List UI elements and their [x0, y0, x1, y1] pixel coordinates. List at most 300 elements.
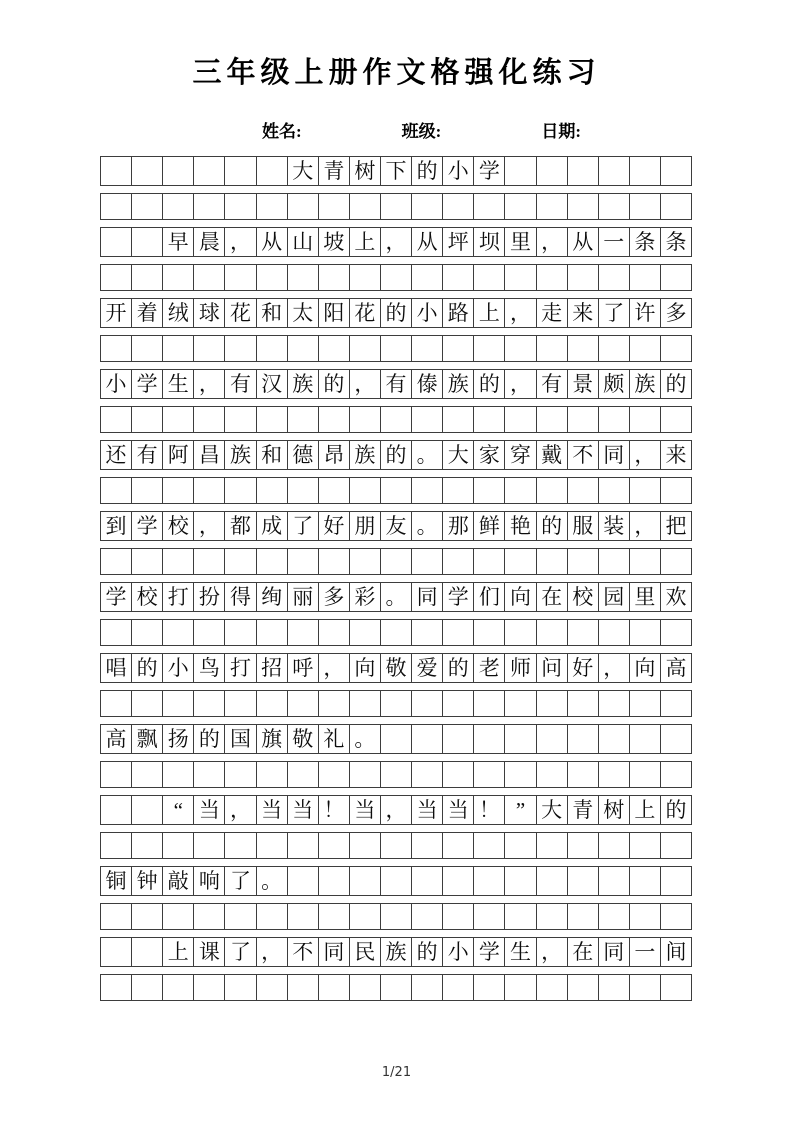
- grid-cell: 同: [599, 938, 630, 966]
- grid-cell: [474, 336, 505, 361]
- grid-cell: [163, 620, 194, 645]
- grid-cell: [350, 478, 381, 503]
- grid-cell: [319, 407, 350, 432]
- grid-cell: [350, 904, 381, 929]
- grid-cell: [132, 336, 163, 361]
- grid-cell: [630, 478, 661, 503]
- grid-cell: 绚: [257, 583, 288, 611]
- grid-cell: 族: [443, 370, 474, 398]
- grid-cell: [381, 867, 412, 895]
- grid-cell: 成: [257, 512, 288, 540]
- grid-cell: 傣: [412, 370, 443, 398]
- grid-cell: [505, 157, 536, 185]
- grid-cell: 旗: [257, 725, 288, 753]
- grid-cell: [412, 904, 443, 929]
- grid-cell: [101, 620, 132, 645]
- grid-blank-row: [100, 264, 692, 291]
- grid-cell: [505, 336, 536, 361]
- grid-cell: 上: [630, 796, 661, 824]
- grid-cell: [474, 867, 505, 895]
- grid-text-row: [100, 369, 692, 399]
- class-label: 班级:: [401, 122, 442, 141]
- grid-cell: [132, 549, 163, 574]
- grid-cell: 问: [537, 654, 568, 682]
- grid-cell: [101, 265, 132, 290]
- grid-cell: [568, 867, 599, 895]
- grid-cell: 绒: [163, 299, 194, 327]
- grid-cell: [381, 691, 412, 716]
- grid-cell: 当: [257, 796, 288, 824]
- grid-cell: 。: [257, 867, 288, 895]
- grid-cell: 小: [412, 299, 443, 327]
- grid-cell: [132, 194, 163, 219]
- grid-cell: 戴: [537, 441, 568, 469]
- grid-cell: [599, 336, 630, 361]
- grid-cell: [537, 478, 568, 503]
- grid-cell: 景: [568, 370, 599, 398]
- grid-cell: ，: [599, 654, 630, 682]
- grid-cell: 学: [132, 370, 163, 398]
- grid-cell: 花: [225, 299, 256, 327]
- grid-cell: [101, 796, 132, 824]
- grid-blank-row: [100, 832, 692, 859]
- grid-cell: [505, 833, 536, 858]
- grid-cell: [257, 549, 288, 574]
- grid-cell: [505, 725, 536, 753]
- grid-cell: [505, 904, 536, 929]
- grid-cell: [319, 904, 350, 929]
- grid-cell: 敲: [163, 867, 194, 895]
- grid-cell: [163, 407, 194, 432]
- grid-cell: [132, 938, 163, 966]
- grid-cell: 来: [665, 442, 687, 467]
- grid-cell: [225, 549, 256, 574]
- grid-cell: 都: [225, 512, 256, 540]
- grid-cell: [319, 691, 350, 716]
- grid-cell: [537, 833, 568, 858]
- grid-cell: [319, 975, 350, 1000]
- grid-cell: 。: [412, 512, 443, 540]
- grid-cell: [163, 549, 194, 574]
- grid-cell: 当: [412, 796, 443, 824]
- grid-cell: 族: [350, 441, 381, 469]
- grid-cell: [381, 265, 412, 290]
- grid-cell: 球: [194, 299, 225, 327]
- grid-cell: [225, 620, 256, 645]
- grid-blank-row: [100, 193, 692, 220]
- grid-cell: [599, 194, 630, 219]
- grid-cell: [163, 975, 194, 1000]
- grid-cell: 国: [225, 725, 256, 753]
- grid-cell: 把: [665, 513, 687, 538]
- grid-cell: [505, 762, 536, 787]
- grid-cell: [474, 762, 505, 787]
- grid-cell: ，: [257, 938, 288, 966]
- grid-cell: [568, 265, 599, 290]
- grid-cell: [505, 194, 536, 219]
- grid-cell: 开: [101, 299, 132, 327]
- grid-cell: 呼: [288, 654, 319, 682]
- grid-cell: 来: [568, 299, 599, 327]
- grid-cell: ，: [225, 228, 256, 256]
- grid-cell: 间: [665, 939, 687, 964]
- grid-cell: [568, 904, 599, 929]
- grid-cell: 鸟: [194, 654, 225, 682]
- grid-cell: 不: [288, 938, 319, 966]
- grid-cell: 的: [132, 654, 163, 682]
- grid-cell: [381, 725, 412, 753]
- grid-cell: 同: [412, 583, 443, 611]
- grid-cell: 向: [350, 654, 381, 682]
- grid-cell: [661, 549, 691, 574]
- grid-cell: ，: [537, 228, 568, 256]
- grid-cell: 了: [288, 512, 319, 540]
- grid-cell: 的: [412, 938, 443, 966]
- grid-cell: [537, 265, 568, 290]
- grid-cell: ，: [194, 512, 225, 540]
- grid-cell: [194, 762, 225, 787]
- grid-cell: 着: [132, 299, 163, 327]
- grid-cell: [599, 407, 630, 432]
- grid-cell: [537, 407, 568, 432]
- grid-cell: 校: [163, 512, 194, 540]
- grid-cell: [319, 620, 350, 645]
- grid-cell: 小: [443, 938, 474, 966]
- grid-cell: [630, 691, 661, 716]
- grid-cell: 山: [288, 228, 319, 256]
- grid-cell: 装: [599, 512, 630, 540]
- grid-cell: 了: [225, 938, 256, 966]
- grid-cell: 和: [257, 441, 288, 469]
- grid-cell: ，: [194, 370, 225, 398]
- grid-cell: 好: [568, 654, 599, 682]
- grid-cell: [288, 265, 319, 290]
- grid-cell: [101, 549, 132, 574]
- grid-cell: [661, 975, 691, 1000]
- grid-cell: [568, 833, 599, 858]
- grid-cell: 昂: [319, 441, 350, 469]
- grid-cell: 了: [225, 867, 256, 895]
- grid-cell: [319, 549, 350, 574]
- grid-cell: [630, 265, 661, 290]
- grid-cell: ，: [505, 299, 536, 327]
- grid-cell: 唱: [101, 654, 132, 682]
- grid-cell: 了: [599, 299, 630, 327]
- grid-cell: [132, 762, 163, 787]
- grid-cell: [225, 691, 256, 716]
- grid-cell: [288, 549, 319, 574]
- grid-cell: 有: [225, 370, 256, 398]
- grid-cell: [101, 336, 132, 361]
- grid-cell: [443, 620, 474, 645]
- grid-cell: 族: [288, 370, 319, 398]
- grid-cell: [194, 336, 225, 361]
- grid-cell: ！: [319, 796, 350, 824]
- grid-cell: 飘: [132, 725, 163, 753]
- grid-cell: ”: [505, 796, 536, 824]
- grid-cell: [443, 867, 474, 895]
- grid-cell: [163, 336, 194, 361]
- grid-cell: [630, 549, 661, 574]
- name-label: 姓名:: [262, 122, 302, 141]
- grid-cell: 同: [319, 938, 350, 966]
- grid-cell: 的: [194, 725, 225, 753]
- grid-cell: [630, 904, 661, 929]
- grid-cell: [101, 228, 132, 256]
- grid-cell: 路: [443, 299, 474, 327]
- grid-cell: [661, 904, 691, 929]
- grid-cell: [568, 336, 599, 361]
- grid-cell: [381, 762, 412, 787]
- grid-cell: “: [163, 796, 194, 824]
- grid-cell: [443, 691, 474, 716]
- grid-cell: [412, 336, 443, 361]
- grid-cell: [599, 265, 630, 290]
- grid-cell: 族: [630, 370, 661, 398]
- page-number: 1/21: [381, 1065, 412, 1080]
- grid-cell: 不: [568, 441, 599, 469]
- grid-cell: [288, 975, 319, 1000]
- grid-cell: [257, 407, 288, 432]
- grid-cell: 早: [163, 228, 194, 256]
- grid-text-row: [100, 653, 692, 683]
- grid-cell: 从: [257, 228, 288, 256]
- grid-cell: [474, 620, 505, 645]
- grid-cell: [537, 691, 568, 716]
- grid-cell: [288, 691, 319, 716]
- grid-cell: 族: [381, 938, 412, 966]
- grid-cell: [568, 762, 599, 787]
- grid-text-row: [100, 440, 692, 470]
- grid-cell: [599, 833, 630, 858]
- grid-cell: 坡: [319, 228, 350, 256]
- grid-cell: [537, 762, 568, 787]
- grid-cell: [350, 265, 381, 290]
- grid-cell: [257, 691, 288, 716]
- grid-cell: 穿: [505, 441, 536, 469]
- grid-cell: 打: [163, 583, 194, 611]
- grid-cell: 礼: [319, 725, 350, 753]
- grid-cell: ！: [474, 796, 505, 824]
- grid-cell: 向: [630, 654, 661, 682]
- grid-cell: 的: [381, 441, 412, 469]
- grid-cell: 的: [665, 797, 687, 822]
- grid-cell: [350, 407, 381, 432]
- grid-text-row: [100, 724, 692, 754]
- grid-cell: ，: [350, 370, 381, 398]
- grid-cell: [257, 833, 288, 858]
- grid-cell: 同: [599, 441, 630, 469]
- grid-cell: ，: [381, 796, 412, 824]
- grid-cell: 还: [101, 441, 132, 469]
- grid-cell: [225, 407, 256, 432]
- grid-cell: 的: [665, 371, 687, 396]
- grid-cell: 扬: [163, 725, 194, 753]
- grid-cell: [661, 336, 691, 361]
- grid-cell: 扮: [194, 583, 225, 611]
- grid-cell: 的: [412, 157, 443, 185]
- grid-cell: [132, 228, 163, 256]
- grid-cell: [661, 691, 691, 716]
- grid-cell: ，: [537, 938, 568, 966]
- grid-cell: [505, 867, 536, 895]
- grid-cell: [257, 194, 288, 219]
- grid-cell: [412, 691, 443, 716]
- grid-cell: [257, 620, 288, 645]
- grid-cell: [319, 265, 350, 290]
- grid-cell: [225, 336, 256, 361]
- grid-cell: 丽: [288, 583, 319, 611]
- grid-cell: 族: [225, 441, 256, 469]
- grid-cell: [568, 549, 599, 574]
- grid-cell: [505, 620, 536, 645]
- grid-cell: [630, 336, 661, 361]
- grid-cell: 的: [319, 370, 350, 398]
- grid-cell: [225, 194, 256, 219]
- grid-cell: [505, 691, 536, 716]
- grid-cell: [505, 407, 536, 432]
- grid-cell: [537, 867, 568, 895]
- grid-cell: [101, 478, 132, 503]
- grid-cell: 在: [568, 938, 599, 966]
- grid-cell: [132, 833, 163, 858]
- grid-cell: 颇: [599, 370, 630, 398]
- grid-cell: [132, 620, 163, 645]
- grid-cell: [630, 725, 661, 753]
- grid-cell: [225, 975, 256, 1000]
- grid-text-row: [100, 156, 692, 186]
- grid-cell: [101, 833, 132, 858]
- grid-cell: [101, 194, 132, 219]
- grid-cell: [599, 620, 630, 645]
- grid-cell: [132, 407, 163, 432]
- grid-cell: [599, 762, 630, 787]
- grid-cell: [194, 478, 225, 503]
- grid-cell: [443, 904, 474, 929]
- grid-cell: 课: [194, 938, 225, 966]
- grid-cell: 小: [443, 157, 474, 185]
- grid-cell: [319, 478, 350, 503]
- grid-cell: [443, 265, 474, 290]
- grid-blank-row: [100, 619, 692, 646]
- grid-cell: [194, 691, 225, 716]
- grid-cell: [319, 762, 350, 787]
- grid-cell: [381, 620, 412, 645]
- grid-cell: [194, 975, 225, 1000]
- grid-cell: 钟: [132, 867, 163, 895]
- grid-cell: [257, 762, 288, 787]
- grid-cell: [288, 407, 319, 432]
- grid-cell: 坪: [443, 228, 474, 256]
- grid-cell: [132, 157, 163, 185]
- grid-cell: [537, 549, 568, 574]
- grid-cell: 艳: [505, 512, 536, 540]
- grid-cell: [599, 725, 630, 753]
- grid-cell: [474, 833, 505, 858]
- grid-cell: [132, 975, 163, 1000]
- grid-cell: [319, 867, 350, 895]
- grid-cell: [412, 478, 443, 503]
- grid-cell: [381, 407, 412, 432]
- grid-cell: 德: [288, 441, 319, 469]
- grid-cell: [537, 620, 568, 645]
- grid-cell: 们: [474, 583, 505, 611]
- grid-cell: 阿: [163, 441, 194, 469]
- grid-cell: 当: [194, 796, 225, 824]
- grid-cell: 有: [537, 370, 568, 398]
- grid-cell: 的: [474, 370, 505, 398]
- grid-cell: [630, 867, 661, 895]
- grid-cell: ，: [630, 512, 661, 540]
- grid-cell: [630, 833, 661, 858]
- grid-cell: [350, 762, 381, 787]
- grid-cell: [163, 478, 194, 503]
- grid-cell: [412, 725, 443, 753]
- grid-cell: [537, 725, 568, 753]
- grid-cell: [288, 194, 319, 219]
- grid-cell: [225, 157, 256, 185]
- grid-cell: 昌: [194, 441, 225, 469]
- grid-cell: 有: [132, 441, 163, 469]
- grid-cell: [412, 833, 443, 858]
- grid-cell: 下: [381, 157, 412, 185]
- grid-cell: 上: [163, 938, 194, 966]
- grid-cell: [505, 478, 536, 503]
- grid-cell: [568, 620, 599, 645]
- grid-cell: [350, 549, 381, 574]
- grid-cell: [661, 833, 691, 858]
- grid-cell: [412, 975, 443, 1000]
- grid-cell: [412, 194, 443, 219]
- grid-cell: [568, 725, 599, 753]
- grid-cell: 有: [381, 370, 412, 398]
- grid-cell: [630, 194, 661, 219]
- grid-cell: [599, 478, 630, 503]
- grid-cell: 招: [257, 654, 288, 682]
- grid-cell: 青: [319, 157, 350, 185]
- grid-cell: [661, 265, 691, 290]
- grid-cell: 当: [288, 796, 319, 824]
- grid-cell: [225, 904, 256, 929]
- grid-cell: [474, 549, 505, 574]
- grid-cell: 学: [443, 583, 474, 611]
- grid-cell: [194, 407, 225, 432]
- grid-cell: ，: [630, 441, 661, 469]
- grid-cell: 上: [474, 299, 505, 327]
- grid-cell: [257, 265, 288, 290]
- grid-cell: [132, 796, 163, 824]
- grid-cell: [505, 549, 536, 574]
- date-label: 日期:: [541, 122, 582, 141]
- grid-cell: [412, 265, 443, 290]
- grid-cell: 太: [288, 299, 319, 327]
- grid-cell: [568, 157, 599, 185]
- grid-cell: 里: [630, 583, 661, 611]
- grid-cell: [288, 833, 319, 858]
- grid-cell: [381, 904, 412, 929]
- grid-cell: [443, 194, 474, 219]
- grid-cell: [319, 833, 350, 858]
- grid-blank-row: [100, 903, 692, 930]
- grid-cell: [350, 867, 381, 895]
- grid-cell: [443, 725, 474, 753]
- grid-cell: 响: [194, 867, 225, 895]
- grid-cell: [412, 549, 443, 574]
- grid-cell: [257, 904, 288, 929]
- grid-cell: 大: [288, 157, 319, 185]
- grid-cell: [661, 620, 691, 645]
- grid-cell: [225, 762, 256, 787]
